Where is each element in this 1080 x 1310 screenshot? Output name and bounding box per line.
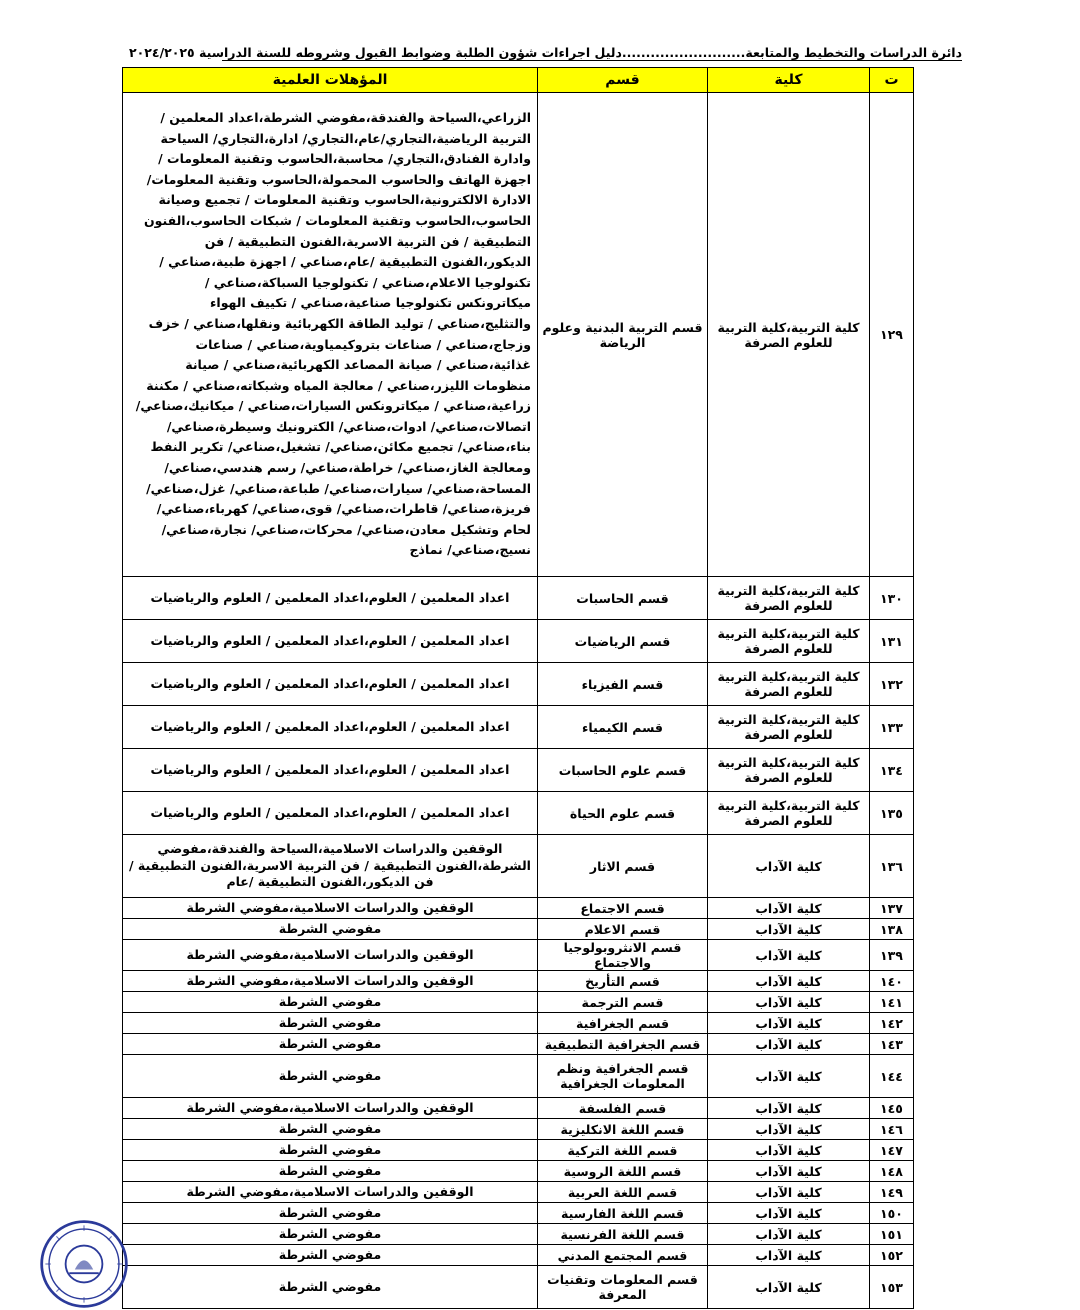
row-department: قسم الاجتماع bbox=[538, 898, 708, 919]
row-college: كلية الآداب bbox=[708, 1203, 870, 1224]
row-college: كلية الآداب bbox=[708, 992, 870, 1013]
row-qualifications: مفوضي الشرطة bbox=[123, 1119, 538, 1140]
row-department: قسم الرياضيات bbox=[538, 620, 708, 663]
row-college: كلية الآداب bbox=[708, 940, 870, 971]
table-row bbox=[123, 1161, 914, 1182]
row-department: قسم اللغة الروسية bbox=[538, 1161, 708, 1182]
row-college: كلية الآداب bbox=[708, 1055, 870, 1098]
row-college: كلية التربية،كلية التربية للعلوم الصرفة bbox=[708, 93, 870, 577]
table-row bbox=[123, 835, 914, 898]
row-college: كلية الآداب bbox=[708, 1034, 870, 1055]
row-number: ١٤٦ bbox=[870, 1119, 914, 1140]
table-row bbox=[123, 620, 914, 663]
row-qualifications: الوقفين والدراسات الاسلامية،مفوضي الشرطة bbox=[123, 898, 538, 919]
row-number: ١٤٠ bbox=[870, 971, 914, 992]
row-number: ١٤٨ bbox=[870, 1161, 914, 1182]
row-qualifications: الوقفين والدراسات الاسلامية،مفوضي الشرطة bbox=[123, 940, 538, 971]
row-college: كلية الآداب bbox=[708, 971, 870, 992]
table-body bbox=[123, 93, 914, 1309]
row-college: كلية التربية،كلية التربية للعلوم الصرفة bbox=[708, 749, 870, 792]
row-qualifications: مفوضي الشرطة bbox=[123, 1161, 538, 1182]
table-row bbox=[123, 792, 914, 835]
row-number: ١٣٨ bbox=[870, 919, 914, 940]
row-qualifications: اعداد المعلمين / العلوم،اعداد المعلمين / العلوم والرياضيات bbox=[123, 706, 538, 749]
row-number: ١٣٩ bbox=[870, 940, 914, 971]
header-num: ت bbox=[870, 68, 914, 93]
row-number: ١٣١ bbox=[870, 620, 914, 663]
table-row bbox=[123, 971, 914, 992]
row-college: كلية الآداب bbox=[708, 1140, 870, 1161]
header-college: كلية bbox=[708, 68, 870, 93]
row-department: قسم اللغة الفارسية bbox=[538, 1203, 708, 1224]
table-header-row bbox=[123, 68, 914, 93]
header-guide-title: دليل اجراءات شؤون الطلبة وضوابط القبول وشروطه للسنة الدراسية ٢٠٢٤/٢٠٢٥ bbox=[129, 45, 622, 60]
admissions-table bbox=[122, 67, 914, 1309]
row-number: ١٣٧ bbox=[870, 898, 914, 919]
row-number: ١٣٦ bbox=[870, 835, 914, 898]
row-qualifications: مفوضي الشرطة bbox=[123, 919, 538, 940]
header-dots: .......................... bbox=[621, 45, 746, 60]
row-college: كلية الآداب bbox=[708, 1182, 870, 1203]
row-qualifications: مفوضي الشرطة bbox=[123, 1266, 538, 1309]
row-number: ١٤٣ bbox=[870, 1034, 914, 1055]
table-row bbox=[123, 919, 914, 940]
row-department: قسم الجغرافية bbox=[538, 1013, 708, 1034]
table-row bbox=[123, 663, 914, 706]
row-qualifications: اعداد المعلمين / العلوم،اعداد المعلمين / العلوم والرياضيات bbox=[123, 749, 538, 792]
row-department: قسم اللغة العربية bbox=[538, 1182, 708, 1203]
row-number: ١٤١ bbox=[870, 992, 914, 1013]
table-row bbox=[123, 1140, 914, 1161]
row-college: كلية التربية،كلية التربية للعلوم الصرفة bbox=[708, 663, 870, 706]
row-department: قسم الجغرافية التطبيقية bbox=[538, 1034, 708, 1055]
table-row bbox=[123, 1055, 914, 1098]
header-rule bbox=[222, 60, 962, 61]
row-qualifications: مفوضي الشرطة bbox=[123, 1245, 538, 1266]
page-header bbox=[129, 38, 962, 60]
row-number: ١٢٩ bbox=[870, 93, 914, 577]
row-qualifications: الزراعي،السياحة والفندقة،مفوضي الشرطة،اعداد المعلمين / التربية الرياضية،التجاري/عام،التجاري/ ادارة،التجاري/ السياحة وادارة الفنادق،التجاري/ محاسبة،الحاسوب وتقنية المعلومات / اجهزة الهاتف والحاسوب المحمولة،الحاسوب وتقنية المعلومات/ الادارة الالكترونية،الحاسوب وتقنية المعلومات / تجميع وصيانة الحاسوب،الحاسوب وتقنية المعلومات / شبكات الحاسوب،الفنون التطبيقية / فن التربية الاسرية،الفنون التطبيقية / فن الديكور،الفنون التطبيقية /عام،صناعي / اجهزة طبية،صناعي / تكنولوجيا الاعلام،صناعي / تكنولوجيا السباكة،صناعي / ميكاترونكس تكنولوجيا صناعية،صناعي / تكييف الهواء والتثليج،صناعي / توليد الطاقة الكهربائية ونقلها،صناعي / خزف وزجاج،صناعي / صناعات بتروكيمياوية،صناعي / صناعات غذائية،صناعي / صيانة المصاعد الكهربائية،صناعي / صيانة منظومات الليزر،صناعي / معالجة المياه وشبكاته،صناعي / مكننة زراعية،صناعي / ميكاترونكس السيارات،صناعي / ميكانيك،صناعي/ اتصالات،صناعي/ ادوات،صناعي/ الكترونيك وسيطرة،صناعي/ بناء،صناعي/ تجميع مكائن،صناعي/ تشغيل،صناعي/ تكرير النفط ومعالجة الغاز،صناعي/ خراطة،صناعي/ رسم هندسي،صناعي/ المساحة،صناعي/ سيارات،صناعي/ طباعة،صناعي/ غزل،صناعي/ فريزة،صناعي/ قاطرات،صناعي/ قوى،صناعي/ كهرباء،صناعي/ لحام وتشكيل معادن،صناعي/ محركات،صناعي/ نجارة،صناعي/ نسيج،صناعي/ نماذج bbox=[123, 93, 538, 577]
row-number: ١٤٩ bbox=[870, 1182, 914, 1203]
table-row bbox=[123, 1224, 914, 1245]
row-college: كلية الآداب bbox=[708, 898, 870, 919]
row-qualifications: الوقفين والدراسات الاسلامية،مفوضي الشرطة bbox=[123, 1098, 538, 1119]
row-qualifications: الوقفين والدراسات الاسلامية،مفوضي الشرطة bbox=[123, 971, 538, 992]
table-row bbox=[123, 1203, 914, 1224]
row-qualifications: اعداد المعلمين / العلوم،اعداد المعلمين / العلوم والرياضيات bbox=[123, 620, 538, 663]
table-row bbox=[123, 1034, 914, 1055]
row-qualifications: مفوضي الشرطة bbox=[123, 1224, 538, 1245]
table-row bbox=[123, 577, 914, 620]
row-number: ١٥١ bbox=[870, 1224, 914, 1245]
row-college: كلية التربية،كلية التربية للعلوم الصرفة bbox=[708, 577, 870, 620]
header-department: قسم bbox=[538, 68, 708, 93]
row-college: كلية الآداب bbox=[708, 1245, 870, 1266]
row-qualifications: مفوضي الشرطة bbox=[123, 1203, 538, 1224]
row-college: كلية التربية،كلية التربية للعلوم الصرفة bbox=[708, 706, 870, 749]
table-row bbox=[123, 1182, 914, 1203]
row-college: كلية الآداب bbox=[708, 1266, 870, 1309]
row-number: ١٣٣ bbox=[870, 706, 914, 749]
row-number: ١٥٠ bbox=[870, 1203, 914, 1224]
header-department: دائرة الدراسات والتخطيط والمتابعة bbox=[745, 45, 962, 60]
row-department: قسم الفلسفة bbox=[538, 1098, 708, 1119]
row-qualifications: الوقفين والدراسات الاسلامية،مفوضي الشرطة bbox=[123, 1182, 538, 1203]
row-department: قسم الكيمياء bbox=[538, 706, 708, 749]
row-department: قسم الفيزياء bbox=[538, 663, 708, 706]
row-college: كلية التربية،كلية التربية للعلوم الصرفة bbox=[708, 792, 870, 835]
row-number: ١٣٥ bbox=[870, 792, 914, 835]
row-number: ١٤٧ bbox=[870, 1140, 914, 1161]
table-row bbox=[123, 898, 914, 919]
table-row bbox=[123, 1245, 914, 1266]
row-department: قسم الانثروبولوجيا والاجتماع bbox=[538, 940, 708, 971]
table-row bbox=[123, 940, 914, 971]
table-row bbox=[123, 1119, 914, 1140]
row-department: قسم اللغة التركية bbox=[538, 1140, 708, 1161]
row-department: قسم علوم الحياة bbox=[538, 792, 708, 835]
table-row bbox=[123, 1266, 914, 1309]
row-number: ١٤٤ bbox=[870, 1055, 914, 1098]
row-department: قسم التربية البدنية وعلوم الرياضة bbox=[538, 93, 708, 577]
row-number: ١٤٢ bbox=[870, 1013, 914, 1034]
row-qualifications: مفوضي الشرطة bbox=[123, 1013, 538, 1034]
row-qualifications: مفوضي الشرطة bbox=[123, 1140, 538, 1161]
row-number: ١٥٣ bbox=[870, 1266, 914, 1309]
row-number: ١٣٠ bbox=[870, 577, 914, 620]
table-row bbox=[123, 706, 914, 749]
row-qualifications: اعداد المعلمين / العلوم،اعداد المعلمين / العلوم والرياضيات bbox=[123, 663, 538, 706]
row-college: كلية الآداب bbox=[708, 835, 870, 898]
row-college: كلية الآداب bbox=[708, 919, 870, 940]
row-department: قسم اللغة الفرنسية bbox=[538, 1224, 708, 1245]
row-qualifications: اعداد المعلمين / العلوم،اعداد المعلمين / العلوم والرياضيات bbox=[123, 792, 538, 835]
table-row bbox=[123, 749, 914, 792]
seal-stamp-icon bbox=[38, 1218, 130, 1310]
row-department: قسم الترجمة bbox=[538, 992, 708, 1013]
row-qualifications: الوقفين والدراسات الاسلامية،السياحة والفندقة،مفوضي الشرطة،الفنون التطبيقية / فن التربية الاسرية،الفنون التطبيقية / فن الديكور،الفنون التطبيقية /عام bbox=[123, 835, 538, 898]
row-department: قسم اللغة الانكليزية bbox=[538, 1119, 708, 1140]
row-department: قسم الاعلام bbox=[538, 919, 708, 940]
row-department: قسم علوم الحاسبات bbox=[538, 749, 708, 792]
row-qualifications: مفوضي الشرطة bbox=[123, 1034, 538, 1055]
row-department: قسم الاثار bbox=[538, 835, 708, 898]
row-qualifications: مفوضي الشرطة bbox=[123, 992, 538, 1013]
row-qualifications: مفوضي الشرطة bbox=[123, 1055, 538, 1098]
table-row bbox=[123, 992, 914, 1013]
row-department: قسم الحاسبات bbox=[538, 577, 708, 620]
row-college: كلية الآداب bbox=[708, 1161, 870, 1182]
row-college: كلية التربية،كلية التربية للعلوم الصرفة bbox=[708, 620, 870, 663]
header-qualifications: المؤهلات العلمية bbox=[123, 68, 538, 93]
row-number: ١٤٥ bbox=[870, 1098, 914, 1119]
table-row bbox=[123, 1013, 914, 1034]
row-department: قسم المجتمع المدني bbox=[538, 1245, 708, 1266]
table-row bbox=[123, 1098, 914, 1119]
row-number: ١٣٤ bbox=[870, 749, 914, 792]
row-qualifications: اعداد المعلمين / العلوم،اعداد المعلمين / العلوم والرياضيات bbox=[123, 577, 538, 620]
row-number: ١٥٢ bbox=[870, 1245, 914, 1266]
row-college: كلية الآداب bbox=[708, 1098, 870, 1119]
row-department: قسم التأريخ bbox=[538, 971, 708, 992]
row-college: كلية الآداب bbox=[708, 1224, 870, 1245]
row-college: كلية الآداب bbox=[708, 1119, 870, 1140]
row-department: قسم المعلومات وتقنيات المعرفة bbox=[538, 1266, 708, 1309]
table-row bbox=[123, 93, 914, 577]
row-department: قسم الجغرافية ونظم المعلومات الجغرافية bbox=[538, 1055, 708, 1098]
row-college: كلية الآداب bbox=[708, 1013, 870, 1034]
row-number: ١٣٢ bbox=[870, 663, 914, 706]
